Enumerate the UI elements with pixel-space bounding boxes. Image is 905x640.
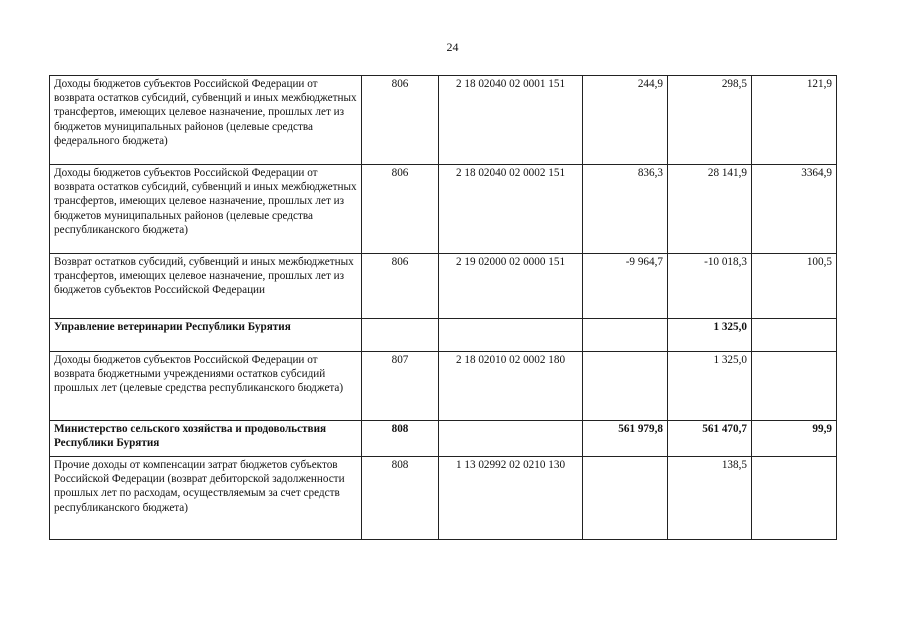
page-number: 24 xyxy=(446,40,459,54)
row-value-2: 561 470,7 xyxy=(668,421,752,457)
row-admin-code: 808 xyxy=(362,421,439,457)
row-value-3: 99,9 xyxy=(752,421,837,457)
row-budget-code: 2 18 02040 02 0002 151 xyxy=(439,165,583,254)
table-row xyxy=(50,352,837,421)
row-value-2: 28 141,9 xyxy=(668,165,752,254)
table-row xyxy=(50,421,837,457)
row-value-2: 1 325,0 xyxy=(668,352,752,421)
row-name: Управление ветеринарии Республики Бурятия xyxy=(50,319,362,352)
row-admin-code: 808 xyxy=(362,457,439,540)
row-name: Доходы бюджетов субъектов Российской Федерации от возврата бюджетными учреждениями остатков субсидий прошлых лет (целевые средства республиканского бюджета) xyxy=(50,352,362,421)
row-name: Доходы бюджетов субъектов Российской Федерации от возврата остатков субсидий, субвенций и иных межбюджетных трансфертов, имеющих целевое назначение, прошлых лет из бюджетов муниципальных районов (целевые средства республиканского бюджета) xyxy=(50,165,362,254)
table-row xyxy=(50,457,837,540)
row-value-2: 298,5 xyxy=(668,76,752,165)
row-admin-code xyxy=(362,319,439,352)
table-row xyxy=(50,254,837,319)
row-value-1 xyxy=(583,319,668,352)
row-value-2: -10 018,3 xyxy=(668,254,752,319)
row-value-1: 561 979,8 xyxy=(583,421,668,457)
row-value-3 xyxy=(752,319,837,352)
row-name: Министерство сельского хозяйства и продовольствия Республики Бурятия xyxy=(50,421,362,457)
row-budget-code xyxy=(439,319,583,352)
row-admin-code: 806 xyxy=(362,76,439,165)
row-value-2: 1 325,0 xyxy=(668,319,752,352)
row-admin-code: 807 xyxy=(362,352,439,421)
row-name: Возврат остатков субсидий, субвенций и иных межбюджетных трансфертов, имеющих целевое назначение, прошлых лет из бюджетов субъектов Российской Федерации xyxy=(50,254,362,319)
row-name: Прочие доходы от компенсации затрат бюджетов субъектов Российской Федерации (возврат дебиторской задолженности прошлых лет по расходам, осуществляемым за счет средств республиканского бюджета) xyxy=(50,457,362,540)
table-row xyxy=(50,165,837,254)
row-budget-code: 2 19 02000 02 0000 151 xyxy=(439,254,583,319)
table-row xyxy=(50,76,837,165)
row-admin-code: 806 xyxy=(362,165,439,254)
row-budget-code xyxy=(439,421,583,457)
table-row xyxy=(50,319,837,352)
row-value-3: 121,9 xyxy=(752,76,837,165)
row-value-3 xyxy=(752,457,837,540)
row-value-1: 836,3 xyxy=(583,165,668,254)
budget-table xyxy=(49,75,837,540)
row-value-2: 138,5 xyxy=(668,457,752,540)
row-value-3: 3364,9 xyxy=(752,165,837,254)
row-value-1 xyxy=(583,352,668,421)
table-body xyxy=(50,76,837,540)
row-value-3 xyxy=(752,352,837,421)
row-budget-code: 1 13 02992 02 0210 130 xyxy=(439,457,583,540)
row-budget-code: 2 18 02040 02 0001 151 xyxy=(439,76,583,165)
row-budget-code: 2 18 02010 02 0002 180 xyxy=(439,352,583,421)
row-value-1: -9 964,7 xyxy=(583,254,668,319)
row-value-1 xyxy=(583,457,668,540)
row-admin-code: 806 xyxy=(362,254,439,319)
row-value-1: 244,9 xyxy=(583,76,668,165)
row-value-3: 100,5 xyxy=(752,254,837,319)
row-name: Доходы бюджетов субъектов Российской Федерации от возврата остатков субсидий, субвенций и иных межбюджетных трансфертов, имеющих целевое назначение, прошлых лет из бюджетов муниципальных районов (целевые средства федерального бюджета) xyxy=(50,76,362,165)
